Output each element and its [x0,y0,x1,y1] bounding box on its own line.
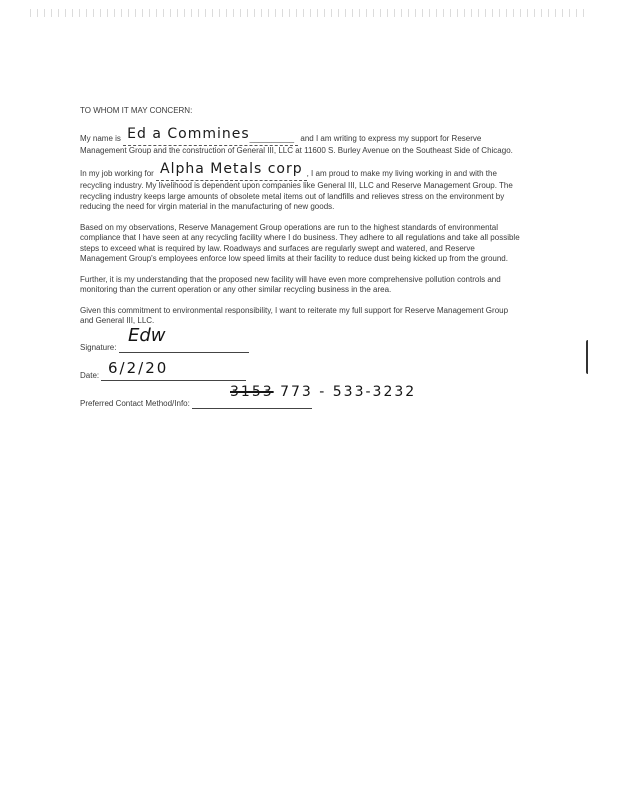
paragraph-facility: Further, it is my understanding that the proposed new facility will have even more comprehensive pollution controls and monitoring than the current operation or any other similar recycling business in the area. [80,274,501,294]
contact-line [192,408,312,409]
contact-phone: 773 - 533-3232 [280,383,417,400]
contact-label: Preferred Contact Method/Info: [80,398,190,408]
salutation: TO WHOM IT MAY CONCERN: [80,106,193,115]
employment-body-text: , I am proud to make my living working in and with the recycling industry. My livelihood is dependent upon companies like General III, LLC and Reserve Management Group. The recycling industry keeps large amounts of obsolete metal items out of landfills and relieves stress on the environment by reducing the need for virgin material in the manufacturing of new goods. [80,169,513,211]
paragraph-employment [80,161,520,213]
name-field: Ed a Commines__________ [123,131,298,146]
paragraph-closing: Given this commitment to environmental responsibility, I want to reiterate my full support for Reserve Management Group and General III, LLC. [80,305,509,325]
employer-field [156,161,307,181]
handwritten-date: 6/2/20 [108,358,169,377]
paragraph-intro [80,125,520,157]
margin-pen-mark [586,340,591,374]
handwritten-contact [230,383,417,400]
date-label: Date: [80,370,100,380]
handwritten-signature: Edw [128,324,166,346]
handwritten-employer: Alpha Metals corp [160,161,303,177]
paragraph-observations: Based on my observations, Reserve Management Group operations are run to the highest standards of environmental compliance that I have seen at any recycling facility where I do business. They adhere to all regulations and take all possible steps to exceed what is required by law. Roadways and surfaces are regularly swept and watered, and Reserve Management Group's employees enforce low speed limits at their facility to reduce dust being kicked up from the ground. [80,222,520,263]
intro-body-text: and I am writing to express my support for Reserve Management Group and the construction of General III, LLC at 11600 S. Burley Avenue on the Southeast Side of Chicago. [80,133,513,155]
letter-body [80,106,520,421]
signature-label: Signature: [80,342,117,352]
struck-contact-text: 3153 [230,383,274,400]
scan-artifact-top [30,9,590,17]
signature-line [119,352,249,353]
intro-lead-text: My name is [80,133,121,143]
employment-lead-text: In my job working for [80,169,154,178]
date-line [101,380,246,381]
handwritten-name: Ed a Commines [127,125,250,142]
contact-row [80,383,520,421]
